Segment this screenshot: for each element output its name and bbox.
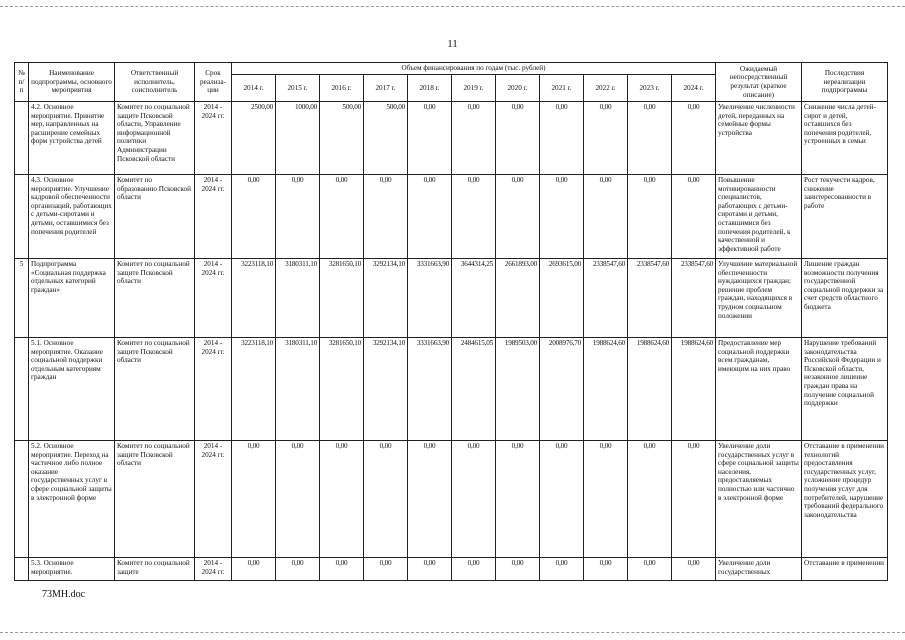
financing-table: [14, 62, 888, 581]
header-consequences: Последствия нереализации подпрограммы: [802, 63, 888, 102]
row-value: 3223118,10: [232, 338, 276, 441]
row-number: [15, 441, 29, 558]
row-number: [15, 102, 29, 175]
row-name: Подпрограмма «Социальная поддержка отдельных категорий граждан»: [29, 259, 115, 338]
row-value: 0,00: [452, 102, 496, 175]
row-value: 2693615,00: [540, 259, 584, 338]
row-value: 0,00: [232, 441, 276, 558]
row-value: 0,00: [584, 175, 628, 259]
header-name: Наименование подпрограммы, основного мероприятия: [29, 63, 115, 102]
row-value: 0,00: [540, 441, 584, 558]
row-value: 1988624,60: [628, 338, 672, 441]
row-name: 5.1. Основное мероприятие. Оказание социальной поддержки отдельным категориям граждан: [29, 338, 115, 441]
header-year: 2017 г.: [364, 75, 408, 102]
row-value: 1988624,60: [672, 338, 716, 441]
row-value: 2338547,60: [584, 259, 628, 338]
row-value: 0,00: [496, 441, 540, 558]
row-value: 0,00: [452, 175, 496, 259]
row-consequences: Рост текучести кадров, снижение заинтересованности в работе: [802, 175, 888, 259]
row-value: 0,00: [584, 102, 628, 175]
table-row: [15, 102, 888, 175]
row-value: 0,00: [672, 102, 716, 175]
row-executor: Комитет по социальной защите Псковской области: [115, 338, 195, 441]
header-result: Ожидаемый непосредственный результат (краткое описание): [716, 63, 802, 102]
header-year: 2021 г.: [540, 75, 584, 102]
row-value: 2661893,00: [496, 259, 540, 338]
row-executor: Комитет по образованию Псковской области: [115, 175, 195, 259]
header-row: [15, 63, 888, 75]
row-number: [15, 175, 29, 259]
row-value: 3331663,90: [408, 338, 452, 441]
row-executor: Комитет по социальной защите: [115, 558, 195, 581]
row-value: 1988624,60: [584, 338, 628, 441]
row-value: 1000,00: [276, 102, 320, 175]
row-value: 3180311,10: [276, 338, 320, 441]
row-name: 5.3. Основное мероприятие.: [29, 558, 115, 581]
row-value: 0,00: [408, 441, 452, 558]
row-value: 3281650,10: [320, 338, 364, 441]
row-term: 2014 - 2024 гг.: [195, 102, 232, 175]
header-year: 2023 г.: [628, 75, 672, 102]
row-value: 0,00: [672, 175, 716, 259]
row-name: 5.2. Основное мероприятие. Переход на частичное либо полное оказание государственных услуг в сфере социальной защиты в электронной форме: [29, 441, 115, 558]
row-value: 3331663,90: [408, 259, 452, 338]
row-term: 2014 - 2024 гг.: [195, 175, 232, 259]
row-number: [15, 558, 29, 581]
row-value: 0,00: [276, 558, 320, 581]
row-value: 0,00: [672, 558, 716, 581]
row-term: 2014 - 2024 гг.: [195, 558, 232, 581]
header-no: № п/п: [15, 63, 29, 102]
row-value: 0,00: [584, 558, 628, 581]
row-value: 0,00: [408, 175, 452, 259]
row-value: 0,00: [672, 441, 716, 558]
header-year: 2018 г.: [408, 75, 452, 102]
table-row: [15, 259, 888, 338]
table-row: [15, 558, 888, 581]
row-name: 4.2. Основное мероприятие. Принятие мер, направленных на расширение семейных форм устройства детей: [29, 102, 115, 175]
row-number: 5: [15, 259, 29, 338]
row-result: Улучшение материальной обеспеченности нуждающихся граждан; решение проблем граждан, находящихся в трудном социальном положении: [716, 259, 802, 338]
row-value: 500,00: [364, 102, 408, 175]
row-value: 0,00: [540, 102, 584, 175]
row-value: 0,00: [276, 175, 320, 259]
row-value: 3223118,10: [232, 259, 276, 338]
header-year: 2022 г.: [584, 75, 628, 102]
row-value: 0,00: [320, 175, 364, 259]
row-value: 0,00: [364, 441, 408, 558]
row-value: 0,00: [276, 441, 320, 558]
row-value: 0,00: [408, 102, 452, 175]
row-value: 0,00: [232, 175, 276, 259]
header-financing: Объем финансирования по годам (тыс. рублей): [232, 63, 716, 75]
row-consequences: Лишение граждан возможности получения государственной социальной поддержки за счет средств областного бюджета: [802, 259, 888, 338]
row-value: 2484615,05: [452, 338, 496, 441]
row-value: 0,00: [496, 102, 540, 175]
header-year: 2014 г.: [232, 75, 276, 102]
row-executor: Комитет по социальной защите Псковской области: [115, 441, 195, 558]
row-value: 2338547,60: [672, 259, 716, 338]
row-value: 0,00: [496, 175, 540, 259]
row-number: [15, 338, 29, 441]
table-row: [15, 441, 888, 558]
row-result: Увеличение доли государственных: [716, 558, 802, 581]
row-value: 2338547,60: [628, 259, 672, 338]
header-year: 2015 г.: [276, 75, 320, 102]
header-year: 2019 г.: [452, 75, 496, 102]
row-term: 2014 - 2024 гг.: [195, 338, 232, 441]
scan-edge-bottom: [0, 632, 905, 633]
row-consequences: Снижение числа детей-сирот и детей, оставшихся без попечения родителей, устроенных в семьи: [802, 102, 888, 175]
row-value: 0,00: [320, 441, 364, 558]
footer-file-name: 73MH.doc: [42, 589, 86, 600]
row-value: 0,00: [408, 558, 452, 581]
row-consequences: Отставание в применении: [802, 558, 888, 581]
row-value: 3292134,10: [364, 338, 408, 441]
row-executor: Комитет по социальной защите Псковской области, Управление информационной политики Администрации Псковской области: [115, 102, 195, 175]
table-row: [15, 175, 888, 259]
row-value: 0,00: [320, 558, 364, 581]
row-value: 0,00: [452, 558, 496, 581]
row-value: 1989503,00: [496, 338, 540, 441]
row-name: 4.3. Основное мероприятие. Улучшение кадровой обеспеченности организаций, работающих с детьми-сиротами и детьми, оставшимися без попечения родителей: [29, 175, 115, 259]
row-result: Увеличение доли государственных услуг в сфере социальной защиты населения, предоставляемых полностью или частично в электронной форме: [716, 441, 802, 558]
row-result: Повышение мотивированности специалистов, работающих с детьми-сиротами и детьми, оставшимися без попечения родителей, к качественной и эффективной работе: [716, 175, 802, 259]
row-value: 0,00: [496, 558, 540, 581]
row-value: 0,00: [364, 558, 408, 581]
page-number: 11: [447, 38, 458, 50]
row-value: 0,00: [232, 558, 276, 581]
table-row: [15, 338, 888, 441]
row-term: 2014 - 2024 гг.: [195, 259, 232, 338]
row-consequences: Нарушение требований законодательства Российской Федерации и Псковской области, незаконное лишение граждан права на получение социальной поддержки: [802, 338, 888, 441]
row-value: 0,00: [584, 441, 628, 558]
row-result: Предоставление мер социальной поддержки всем гражданам, имеющим на них право: [716, 338, 802, 441]
row-value: 2008976,70: [540, 338, 584, 441]
header-year: 2016 г.: [320, 75, 364, 102]
row-value: 3644314,25: [452, 259, 496, 338]
header-year: 2020 г.: [496, 75, 540, 102]
header-executor: Ответственный исполнитель, соисполнитель: [115, 63, 195, 102]
row-value: 0,00: [364, 175, 408, 259]
header-year: 2024 г.: [672, 75, 716, 102]
header-term: Срок реализа-ции: [195, 63, 232, 102]
row-consequences: Отставание в применении технологий предоставления государственных услуг, усложнение процедур получения услуг для потребителей, нарушение требований федерального законодательства: [802, 441, 888, 558]
row-term: 2014 - 2024 гг.: [195, 441, 232, 558]
row-value: 500,00: [320, 102, 364, 175]
row-value: 0,00: [628, 175, 672, 259]
scan-edge-top: [0, 6, 905, 7]
row-value: 3180311,10: [276, 259, 320, 338]
row-value: 0,00: [628, 441, 672, 558]
row-value: 2500,00: [232, 102, 276, 175]
row-value: 0,00: [452, 441, 496, 558]
row-value: 0,00: [540, 175, 584, 259]
row-executor: Комитет по социальной защите Псковской области: [115, 259, 195, 338]
row-value: 0,00: [628, 102, 672, 175]
row-value: 0,00: [628, 558, 672, 581]
row-value: 3281650,10: [320, 259, 364, 338]
row-value: 0,00: [540, 558, 584, 581]
row-result: Увеличение численности детей, переданных на семейные формы устройства: [716, 102, 802, 175]
row-value: 3292134,10: [364, 259, 408, 338]
